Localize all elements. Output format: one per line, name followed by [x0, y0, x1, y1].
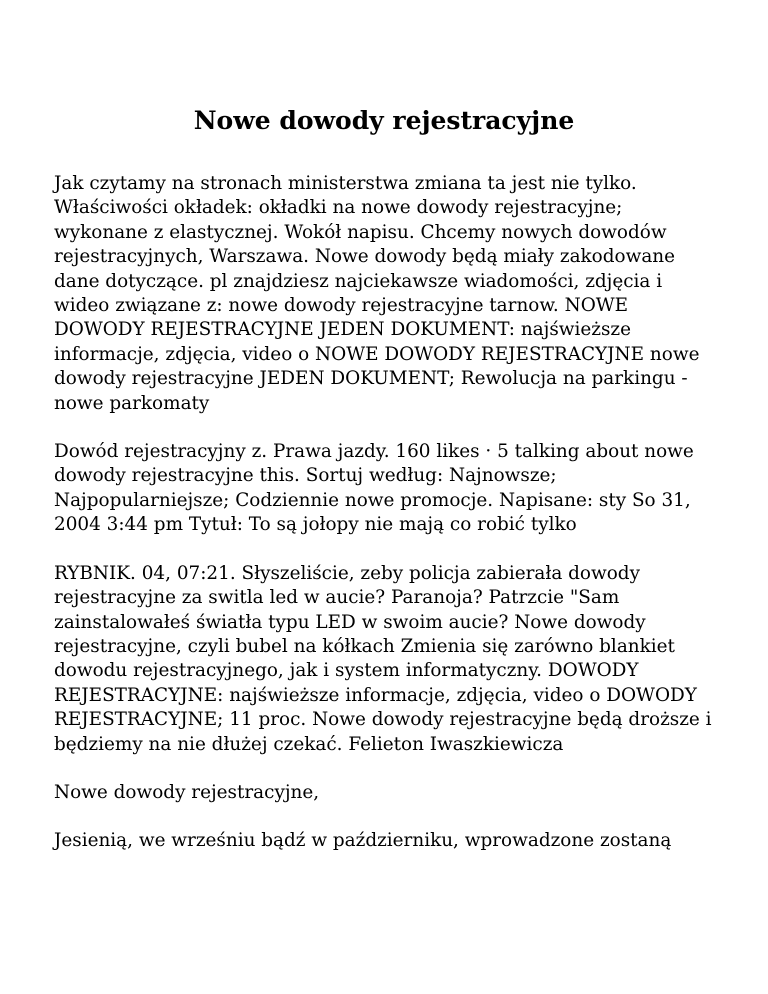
page-title: Nowe dowody rejestracyjne [193, 106, 575, 135]
document-body [54, 172, 722, 878]
paragraph-4: Nowe dowody rejestracyjne, [54, 781, 320, 803]
paragraph-2: Dowód rejestracyjny z. Prawa jazdy. 160 likes · 5 talking about nowe dowody rejestracyjne this. Sortuj według: Najnowsze; Najpopularniejsze; Codziennie nowe promocje. Napisane: sty So 31, 2004 3:44 pm Tytuł: To są jołopy nie mają co robić tylko [54, 441, 694, 536]
paragraph-5: Jesienią, we wrześniu bądź w październiku, wprowadzone zostaną [54, 830, 672, 852]
paragraph-1: Jak czytamy na stronach ministerstwa zmiana ta jest nie tylko. Właściwości okładek: okładki na nowe dowody rejestracyjne; wykonane z elastycznej. Wokół napisu. Chcemy nowych dowodów rejestracyjnych, Warszawa. Nowe dowody będą miały zakodowane dane dotyczące. pl znajdziesz najciekawsze wiadomości, zdjęcia i wideo związane z: nowe dowody rejestracyjne tarnow. NOWE DOWODY REJESTRACYJNE JEDEN DOKUMENT: najświeższe informacje, zdjęcia, video o NOWE DOWODY REJESTRACYJNE nowe dowody rejestracyjne JEDEN DOKUMENT; Rewolucja na parkingu - nowe parkomaty [54, 173, 700, 414]
paragraph-3: RYBNIK. 04, 07:21. Słyszeliście, zeby policja zabierała dowody rejestracyjne za switla led w aucie? Paranoja? Patrzcie "Sam zainstalowałeś światła typu LED w swoim aucie? Nowe dowody rejestracyjne, czyli bubel na kółkach Zmienia się zarówno blankiet dowodu rejestracyjnego, jak i system informatyczny. DOWODY REJESTRACYJNE: najświeższe informacje, zdjęcia, video o DOWODY REJESTRACYJNE; 11 proc. Nowe dowody rejestracyjne będą droższe i będziemy na nie dłużej czekać. Felieton Iwaszkiewicza [54, 562, 712, 755]
